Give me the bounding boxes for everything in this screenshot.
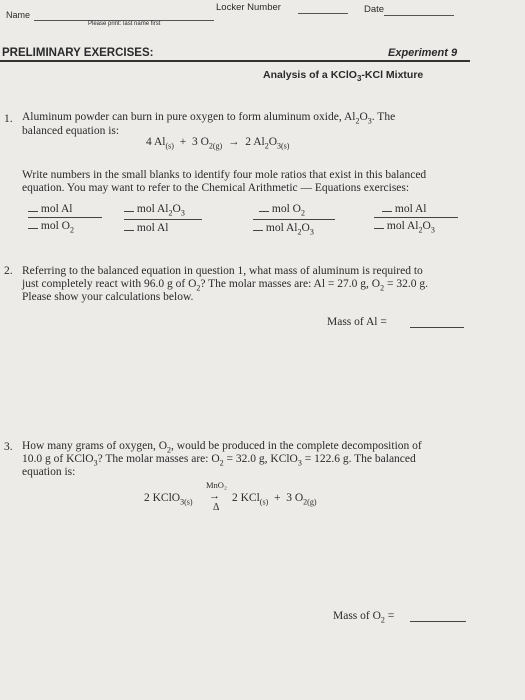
q1-text-line1: Aluminum powder can burn in pure oxygen to form aluminum oxide, $Al_2O_3$. The <box>22 111 396 126</box>
q1-instruction-line1: Write numbers in the small blanks to identify four mole ratios that exist in this balanced <box>22 169 427 181</box>
date-label: Date <box>364 4 385 15</box>
q2-text-line2: just completely react with 96.0 g of $O_2$? The molar masses are: Al = 27.0 g, $O_2 = 32.0$ g. <box>22 278 428 293</box>
experiment-subtitle: Analysis of a KClO$_3$-KCl Mixture <box>263 69 424 84</box>
mole-ratio-4[interactable]: mol Al mol $Al_2O_3$ <box>374 203 458 234</box>
q3-heat-symbol: Δ <box>213 502 220 513</box>
q3-text-line2: 10.0 g of KClO$_3$? The molar masses are: $O_2 = 32.0$ g, KClO$_3$ = 122.6 g. The balanced <box>22 453 416 468</box>
name-hint: Please print: last name first <box>88 21 161 27</box>
section-rule <box>0 60 470 62</box>
q3-catalyst: MnO₂ <box>206 480 227 490</box>
section-title: PRELIMINARY EXERCISES: <box>2 47 154 59</box>
date-line[interactable] <box>384 15 454 16</box>
q2-answer-label: Mass of Al = <box>327 316 387 328</box>
q3-equation-reactant: 2 KClO$_{3(s)}$ <box>144 492 193 507</box>
q1-text-line2: balanced equation is: <box>22 125 120 137</box>
q3-text-line3: equation is: <box>22 466 76 478</box>
mole-ratio-1[interactable]: mol Al mol $O_2$ <box>28 203 102 234</box>
q3-answer-blank[interactable] <box>410 621 466 622</box>
q2-text-line1: Referring to the balanced equation in question 1, what mass of aluminum is required to <box>22 265 423 277</box>
q1-instruction-line2: equation. You may want to refer to the Chemical Arithmetic — Equations exercises: <box>22 182 410 194</box>
q2-answer-blank[interactable] <box>410 327 464 328</box>
mole-ratio-2[interactable]: mol $Al_2O_3$ mol Al <box>124 203 202 234</box>
q1-equation: 4 $Al_{(s)} + 3$ $O_{2(g)} \to 2$ $Al_2O_{3(s)}$ <box>146 136 290 151</box>
q3-answer-label: Mass of $O_2$ = <box>333 610 395 625</box>
q1-number: 1. <box>4 113 13 125</box>
q2-text-line3: Please show your calculations below. <box>22 291 194 303</box>
arrow-icon: → <box>209 490 220 502</box>
locker-number-label: Locker Number <box>216 2 281 13</box>
q3-number: 3. <box>4 441 13 453</box>
name-label: Name <box>6 10 31 20</box>
q3-text-line1: How many grams of oxygen, $O_2$, would be produced in the complete decomposition of <box>22 440 422 455</box>
experiment-number: Experiment 9 <box>388 47 458 59</box>
q2-number: 2. <box>4 265 13 277</box>
q3-equation-products: 2 KCl$_{(s)}$ + 3 $O_{2(g)}$ <box>232 492 317 507</box>
mole-ratio-3[interactable]: mol $O_2$ mol $Al_2O_3$ <box>253 203 335 237</box>
locker-number-line[interactable] <box>298 13 348 14</box>
